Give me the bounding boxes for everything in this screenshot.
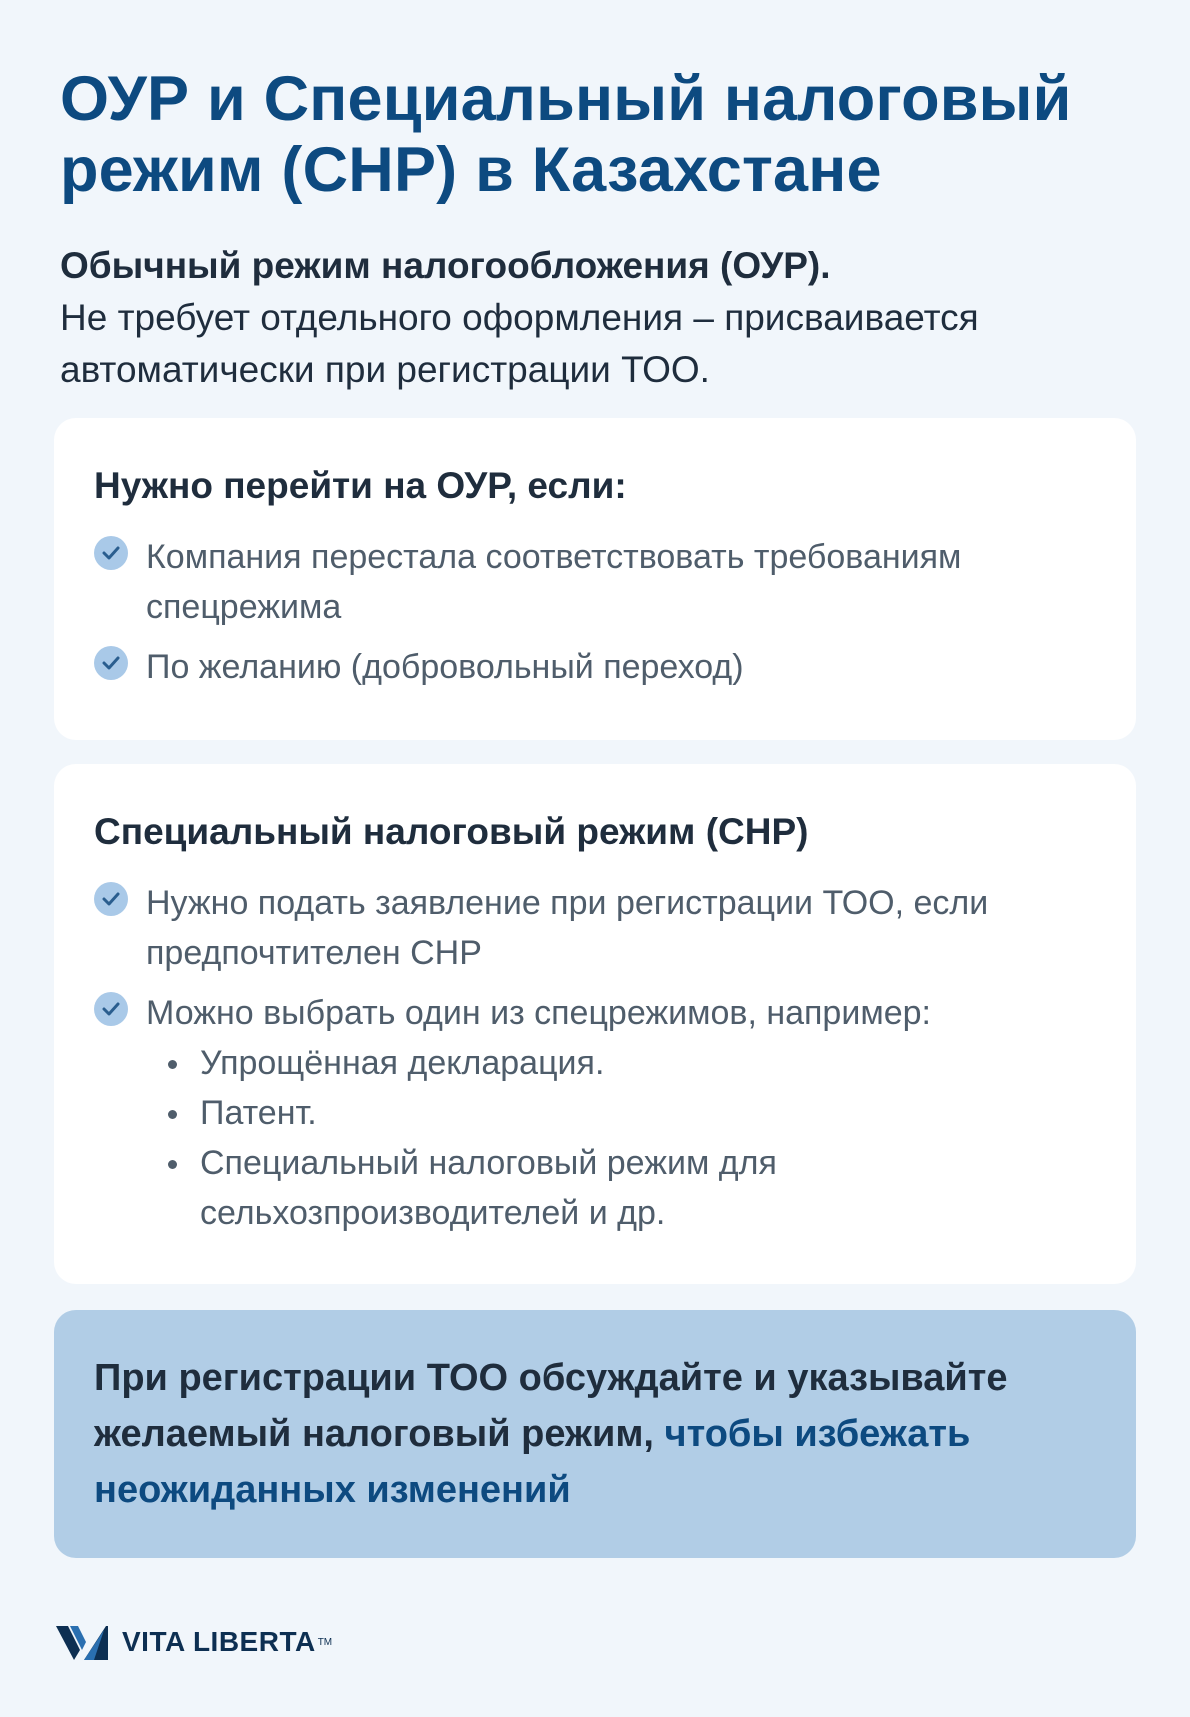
logo-trademark: TM xyxy=(317,1636,333,1648)
list-item xyxy=(94,878,1096,978)
check-circle-icon xyxy=(94,536,128,570)
list-item-text: По желанию (добровольный переход) xyxy=(146,648,744,686)
list-item xyxy=(94,642,1096,692)
card-heading: Нужно перейти на ОУР, если: xyxy=(94,465,627,506)
check-circle-icon xyxy=(94,646,128,680)
logo-text: VITA LIBERTA xyxy=(122,1626,316,1657)
check-circle-icon xyxy=(94,882,128,916)
brand-logo xyxy=(54,1620,332,1664)
list-item-text: Можно выбрать один из спецрежимов, например: xyxy=(146,994,931,1032)
bullet-item xyxy=(200,1038,1096,1088)
card-transition-to-our xyxy=(54,418,1136,740)
bullet-text: Упрощённая декларация. xyxy=(200,1044,605,1082)
check-list xyxy=(94,532,1096,692)
intro-text: Не требует отдельного оформления – присваивается автоматически при регистрации ТОО. xyxy=(60,297,979,390)
bullet-item xyxy=(200,1088,1096,1138)
card-heading: Специальный налоговый режим (СНР) xyxy=(94,811,809,852)
bullet-dot-icon xyxy=(168,1060,177,1069)
callout-text: При регистрации ТОО обсуждайте и указывайте желаемый налоговый режим, xyxy=(94,1357,1008,1455)
list-item-text: Компания перестала соответствовать требованиям спецрежима xyxy=(146,538,962,626)
bullet-dot-icon xyxy=(168,1110,177,1119)
card-special-regime xyxy=(54,764,1136,1284)
callout-accent-text: чтобы избежать неожиданных изменений xyxy=(94,1413,971,1511)
bullet-list xyxy=(146,1038,1096,1238)
callout-box xyxy=(54,1310,1136,1558)
intro-heading: Обычный режим налогообложения (ОУР). xyxy=(60,245,831,286)
check-list xyxy=(94,878,1096,1238)
list-item xyxy=(94,532,1096,632)
bullet-text: Специальный налоговый режим для сельхозпроизводителей и др. xyxy=(200,1144,777,1232)
page-title: ОУР и Специальный налоговый режим (СНР) в Казахстане xyxy=(60,64,1072,205)
vita-liberta-logo-mark-icon xyxy=(54,1620,110,1664)
bullet-text: Патент. xyxy=(200,1094,317,1132)
check-circle-icon xyxy=(94,992,128,1026)
intro xyxy=(60,240,1140,396)
list-item-text: Нужно подать заявление при регистрации ТОО, если предпочтителен СНР xyxy=(146,884,989,972)
bullet-dot-icon xyxy=(168,1160,177,1169)
bullet-item xyxy=(200,1138,1096,1238)
list-item xyxy=(94,988,1096,1238)
